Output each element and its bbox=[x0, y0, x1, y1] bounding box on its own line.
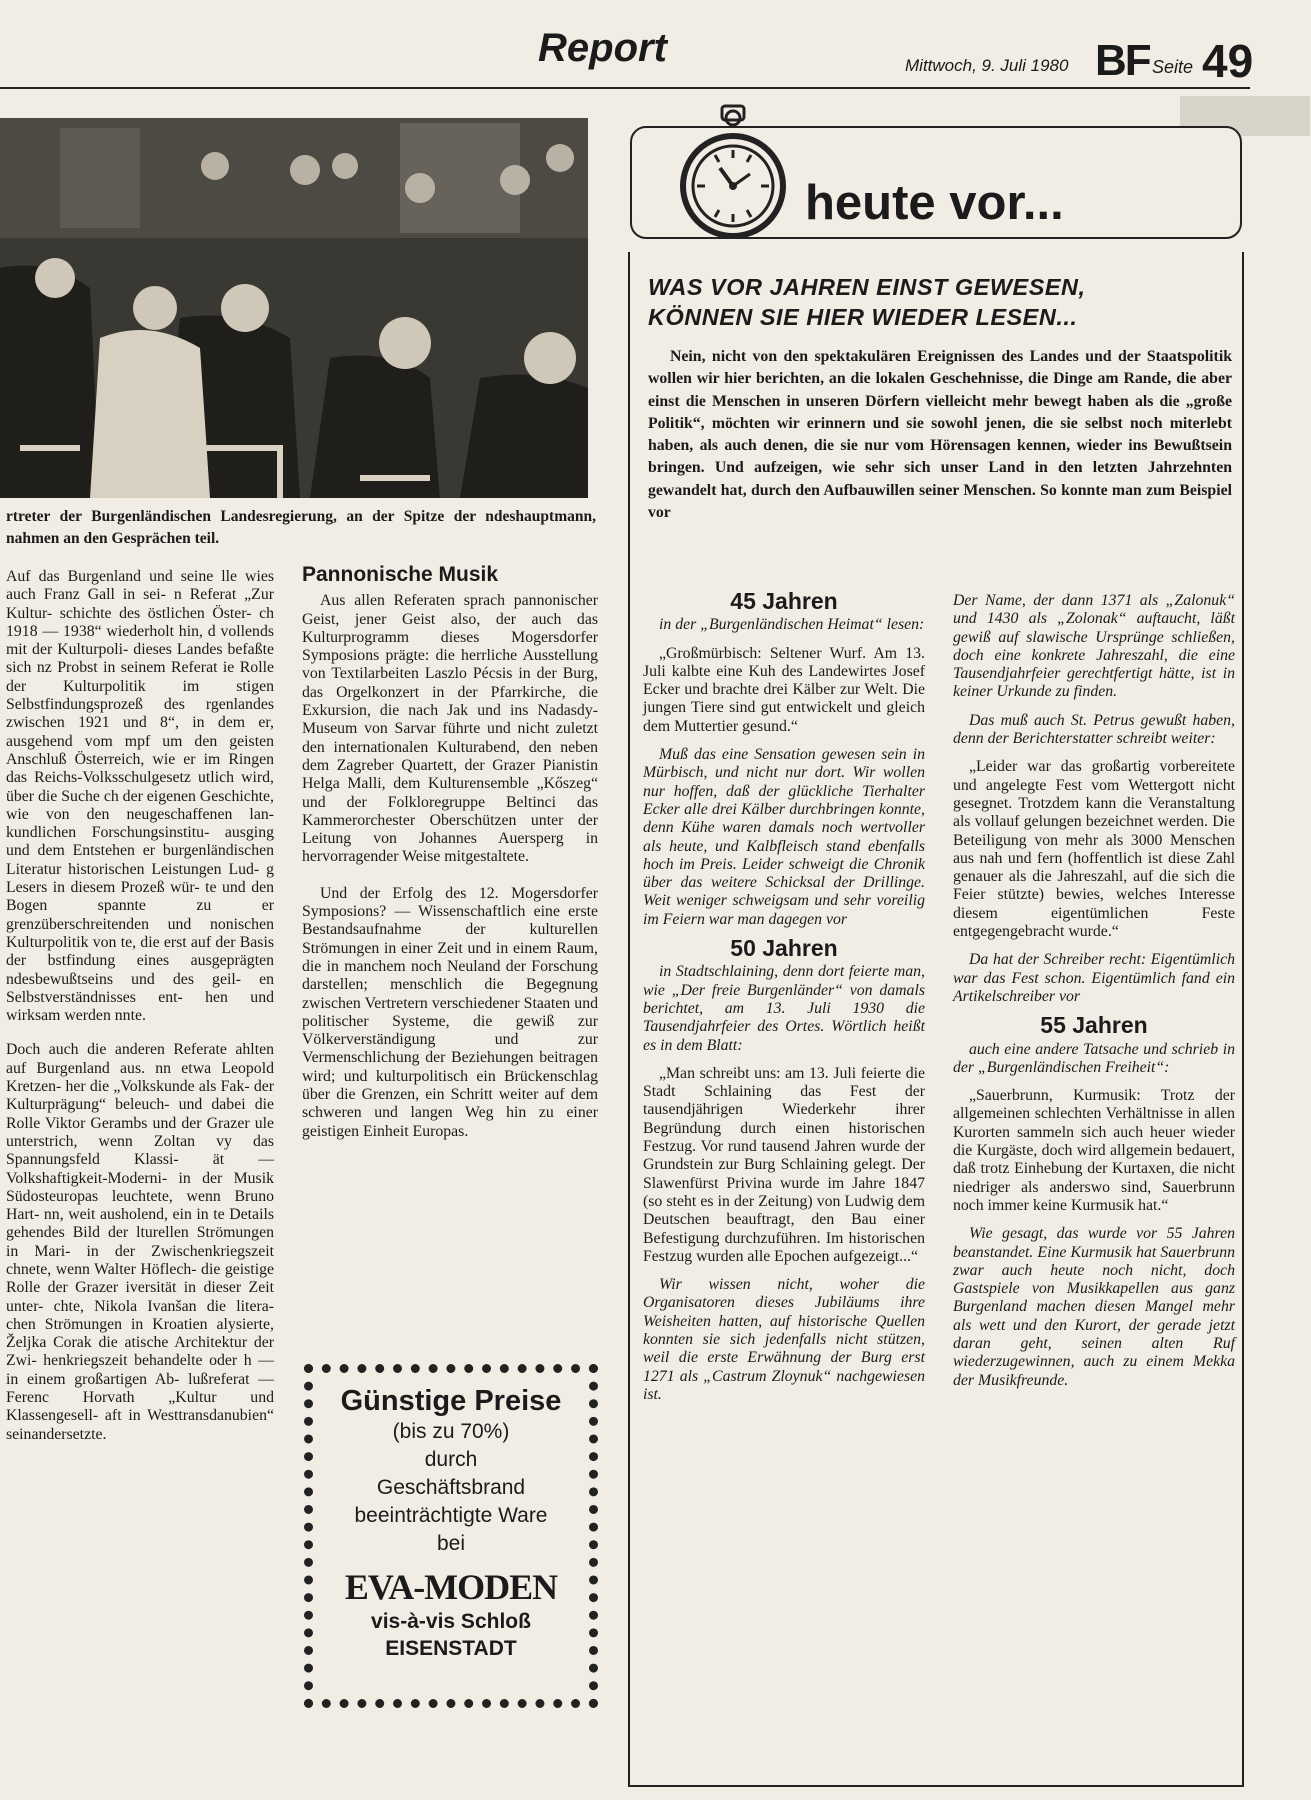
article-paragraph: Muß das eine Sensation gewesen sein in Mürbisch, und nicht nur dort. Wir wollen nur hoffen, daß der glückliche Tierhalter Ecker alle drei Kälber durchbringen konnte, denn Kühe waren damals noch wertvoller als heute, und Kalbfleisch stand ebenfalls hoch im Preis. Leider schweigt die Chronik über das weitere Schicksal der Drillinge. Weit weniger schweigsam und sehr voreilig im Feiern war man dagegen vor bbox=[643, 746, 925, 928]
heute-vor-subtitle bbox=[648, 272, 1208, 332]
article-paragraph: auch eine andere Tatsache und schrieb in der „Burgenländischen Freiheit“: bbox=[953, 1040, 1235, 1076]
heute-vor-title: heute vor... bbox=[805, 176, 1064, 230]
article-paragraph: Wie gesagt, das wurde vor 55 Jahren beanstandet. Eine Kurmusik hat Sauerbrunn zwar auch heute noch nicht, doch Gastspiele von Musikkapellen aus ganz Burgenland machen diesen Mangel mehr als wett und den Kurort, der gerade jetzt daran geht, seinen alten Ruf wiederzugewinnen, auch zu einem Mekka der Musikfreunde. bbox=[953, 1225, 1235, 1389]
subheading-pannonische-musik: Pannonische Musik bbox=[302, 563, 499, 586]
intro-paragraph: Nein, nicht von den spektakulären Ereignissen des Landes und der Staatspolitik wollen wir hier berichten, an die lokalen Geschehnisse, die Dinge am Rande, die aber einst die Menschen in unseren Dörfern vielleicht mehr bewegt haben als die „große Politik“, möchten wir erinnern und sie sowohl jenen, die sie selbst noch miterlebt haben, als auch denen, die sie nur vom Hörensagen kennen, wieder ins Bewußtsein bringen. Und aufzeigen, wie sehr sich unser Land in den letzten Jahrzehnten gewandelt hat, durch den Aufbauwillen seiner Menschen. So konnte man zum Beispiel vor bbox=[648, 348, 1232, 522]
pocket-watch-icon bbox=[678, 104, 788, 244]
ad-headline: Günstige Preise bbox=[340, 1385, 562, 1417]
article-column-1 bbox=[6, 568, 274, 1460]
issue-date: Mittwoch, 9. Juli 1980 bbox=[905, 56, 1069, 75]
page-number: 49 bbox=[1202, 35, 1254, 87]
article-paragraph: in der „Burgenländischen Heimat“ lesen: bbox=[659, 616, 925, 634]
advertisement-eva-moden bbox=[304, 1364, 598, 1708]
heading-55-jahren: 55 Jahren bbox=[1040, 1012, 1148, 1039]
ad-text: beeinträchtigte Ware bbox=[354, 1504, 548, 1527]
heute-vor-intro bbox=[648, 346, 1232, 524]
quote-paragraph: „Man schreibt uns: am 13. Juli feierte die Stadt Schlaining das Fest der tausendjährigen Wiederkehr ihrer Begründung durch einen historischen Festzug. Vor rund tausend Jahren wurde der Grundstein zur Burg Schlaining gelegt. Der Slawenfürst Privina wurde im Jahre 1847 (so steht es in der Zeitung) von Ludwig dem Deutschen beauftragt, den Bau einer Befestigung durchzuführen. Im historischen Festzug wurden alle Epochen aufgezeigt...“ bbox=[643, 1064, 925, 1265]
heute-column-2 bbox=[953, 592, 1235, 1400]
article-paragraph: Auf das Burgenland und seine lle wies auch Franz Gall in sei- n Referat „Zur Kultur- schichte des östlichen Öster- ch 1918 — 1938“ wiederholt hin, d vollends mit der Kulturpoli- dieses Landes befaßte sich nz Probst in seinem Referat ie Rolle der Kulturpolitik im stigen Selbstfindungsprozeß des rgenlandes zwischen 1921 und 8“, in dem er, ausgehend vom mpf um den geisten Anschluß Österreich, wie er im Ringen das Reichs-Volksschulgesetz utlich wird, über die Suche ch der eigenen Geschichte, wie von den neugeschaffenen lan- kundlichen Forschungsinstitu- ausging und dem Entstehen er burgenländischen Literatur historischen Leistungen Lud- g Lesers in diesem Prozeß wür- te und den Bogen spannte zu er grenzüberschreitenden und nonischen Kulturpolitik von te, die erst auf der Basis der bstfindung eines ausgeprägten ndesbewußtseins und des geil- en Selbstverständnisses ent- hen und wirksam werden nnte. bbox=[6, 568, 274, 1025]
quote-paragraph: „Sauerbrunn, Kurmusik: Trotz der allgemeinen schlechten Verhältnisse in allen Kurorten sammeln sich auch heuer wieder die Kurgäste, doch wird allgemein bedauert, daß trotz Einhebung der Kurtaxen, die nicht niedriger als anderswo sind, Sauerbrunn noch immer keine Kurmusik hat.“ bbox=[953, 1087, 1235, 1214]
ad-text: EISENSTADT bbox=[385, 1637, 517, 1660]
quote-paragraph: „Leider war das großartig vorbereitete und angelegte Fest vom Wettergott nicht gesegnet. Trotzdem kann die Veranstaltung als vollauf gelungen bezeichnet werden. Die Beteiligung von mehr als 3000 Menschen aus nah und fern (hoffentlich ist diese Zahl genauer als die Jahreszahl, auf die sich die Feier stützte) bewies, welches Interesse diesem eigentümlichen Feste entgegengebracht wurde.“ bbox=[953, 758, 1235, 941]
heading-45-jahren: 45 Jahren bbox=[730, 588, 838, 614]
quote-paragraph: „Großmürbisch: Seltener Wurf. Am 13. Juli kalbte eine Kuh des Landewirtes Josef Ecker und brachte drei Kälber zur Welt. Die jungen Tiere sind gut entwickelt und gleich dem Muttertier gesund.“ bbox=[643, 644, 925, 735]
heading-50-jahren: 50 Jahren bbox=[730, 935, 838, 962]
article-paragraph: Wir wissen nicht, woher die Organisatoren dieses Jubiläums ihre Weisheiten hatten, auf historische Quellen konnten sie sich jedenfalls nicht stützen, weil die erste Erwähnung der Burg erst 1271 als „Castrum Zloynuk“ nachgewiesen ist. bbox=[643, 1276, 925, 1403]
ad-text: bei bbox=[436, 1532, 466, 1555]
article-paragraph: Doch auch die anderen Referate ahlten auf Burgenland aus. nn etwa Leopold Kretzen- her die „Volkskunde als Fak- der Kulturprägung“ beleuch- und dabei die Rolle Viktor Gerambs und der Grazer ule unterstrich, wenn Zoltan vy das Spannungsfeld Klassi- ät — Volkshaftigkeit-Moderni- in der Musik Südosteuropas leuchtete, wenn Bruno Hart- nn, weit ausholend, ein in te Details gehendes Bild der lturellen Strömungen in Mari- in der Zwischenkriegszeit chnete, wenn Walter Höflech- die geistige Rolle der Grazer iversität in dieser Zeit unter- chte, Nikola Ivanšan die litera- chen Strömungen in Kroatien alysierte, Željka Corak die atische Architektur der Zwi- henkriegszeit behandelte oder h — in einem großartigen Ab- lußreferat — Ferenc Horvath „Kultur und Klassengesell- aft in Westtransdanubien“ seinandersetzte. bbox=[6, 1041, 274, 1443]
newspaper-logo: BF bbox=[1095, 36, 1150, 85]
ad-text: durch bbox=[424, 1448, 478, 1471]
ad-text: (bis zu 70%) bbox=[392, 1420, 510, 1443]
article-paragraph: in Stadtschlaining, denn dort feierte man, wie „Der freie Burgenländer“ von damals berichtet, am 13. Juli 1930 die Tausendjahrfeier des Ortes. Wörtlich heißt es in dem Blatt: bbox=[643, 963, 925, 1054]
article-paragraph: Der Name, der dann 1371 als „Zalonuk“ und 1430 als „Zolonak“ auftaucht, läßt gewiß auf slawische Ursprünge schließen, doch eine konkrete Jahreszahl, die eine Tausendjahrfeier gerechtfertigt hätte, ist in keiner Urkunde zu finden. bbox=[953, 592, 1235, 701]
photo-caption: rtreter der Burgenländischen Landesregierung, an der Spitze der ndeshauptmann, nahmen an den Gesprächen teil. bbox=[6, 508, 596, 547]
conference-photo bbox=[0, 118, 588, 498]
ad-text: Geschäftsbrand bbox=[376, 1476, 526, 1499]
article-paragraph: Aus allen Referaten sprach pannonischer Geist, jener Geist also, der auch das Kulturprogramm dieses Mogersdorfer Symposions prägte: die herrliche Ausstellung von Textilarbeiten Laszlo Pécsis in der Burg, das Orgelkonzert in der Pfarrkirche, die Exkursion, die nach Jak und ins Nadasdy-Museum von Sarvar führte und nicht zuletzt den internationalen Kulturabend, den neben dem Zagreber Quartett, der Grazer Pianistin Helga Malli, dem Kulturensemble „Kőszeg“ und der Folkloregruppe Beltinci das Kammerorchester Oberschützen unter der Leitung von Johannes Auersperg in hervorragender Weise mitgestaltete. bbox=[302, 592, 598, 866]
article-paragraph: Und der Erfolg des 12. Mogersdorfer Symposions? — Wissenschaftlich eine erste Bestandsaufnahme der kulturellen Strömungen in einer Zeit und in einem Raum, die in manchem noch Neuland der Forschung darstellen; menschlich die Begegnung zwischen Vertretern verschiedener Staaten und politischer Systeme, die gewiß zur Völkerverständigung und zur Vermenschlichung der Beziehungen beitragen wird; und kulturpolitisch ein Brückenschlag über die Grenzen, ein Schritt weiter auf dem schweren und langen Weg hin zu einer geistigen Einheit Europas. bbox=[302, 884, 598, 1140]
ad-text: vis-à-vis Schloß bbox=[371, 1610, 531, 1633]
page-label: Seite bbox=[1152, 57, 1194, 77]
subtitle-line: WAS VOR JAHREN EINST GEWESEN, bbox=[648, 274, 1086, 300]
article-paragraph: Das muß auch St. Petrus gewußt haben, denn der Berichterstatter schreibt weiter: bbox=[953, 711, 1235, 748]
heute-column-1 bbox=[643, 588, 925, 1414]
article-column-2 bbox=[302, 563, 598, 1159]
article-paragraph: Da hat der Schreiber recht: Eigentümlich war das Fest schon. Eigentümlich fand ein Artikelschreiber vor bbox=[953, 951, 1235, 1005]
subtitle-line: KÖNNEN SIE HIER WIEDER LESEN... bbox=[648, 304, 1078, 330]
section-title: Report bbox=[538, 26, 667, 70]
ad-brand: EVA-MODEN bbox=[344, 1567, 558, 1607]
header-rule bbox=[0, 87, 1250, 89]
